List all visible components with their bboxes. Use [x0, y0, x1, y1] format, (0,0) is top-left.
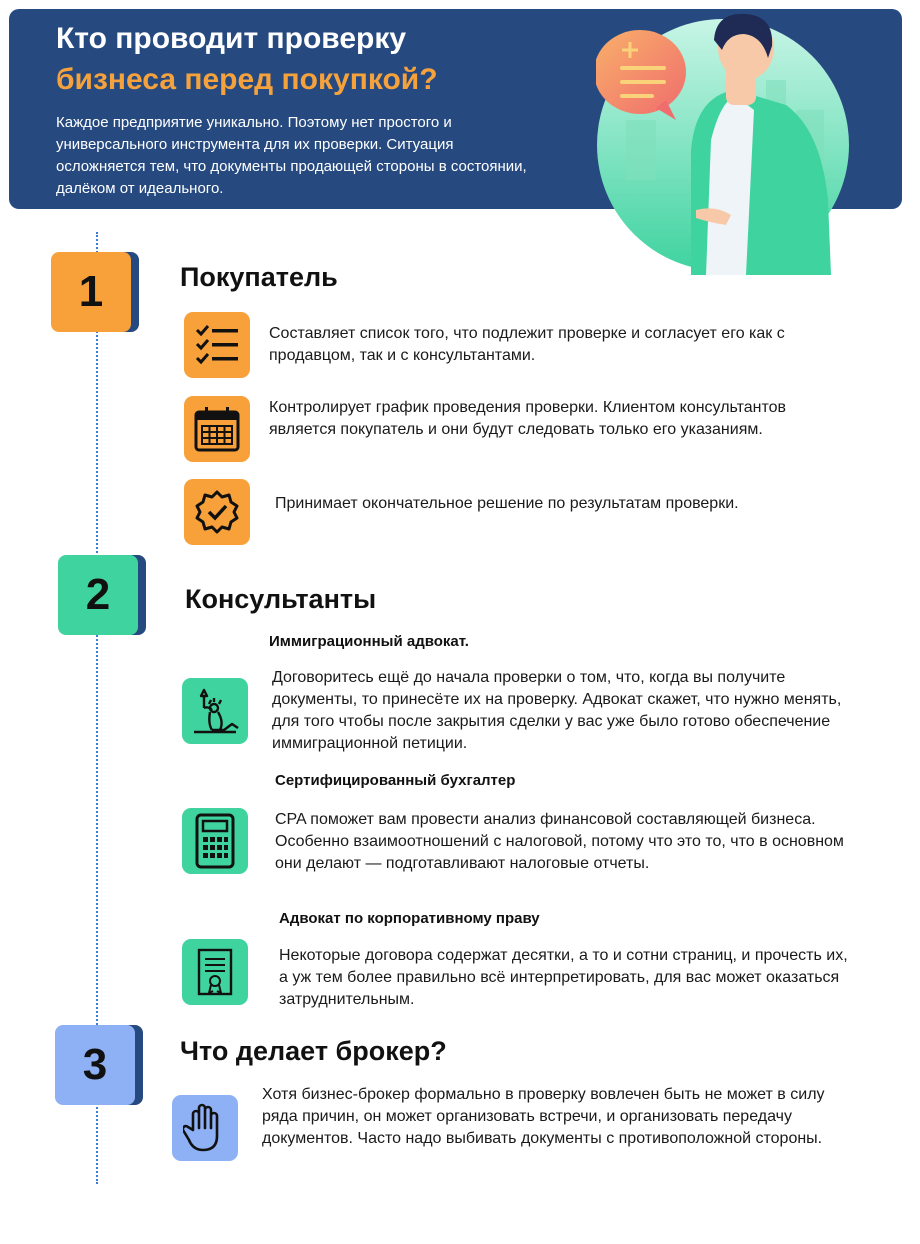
page-title-line2: бизнеса перед покупкой?: [56, 63, 438, 96]
step-2-title: Консультанты: [185, 584, 377, 614]
step-1-badge: 1: [51, 252, 137, 332]
calculator-icon: [182, 808, 248, 874]
statue-of-liberty-icon: [182, 678, 248, 744]
certificate-document-icon: [182, 939, 248, 1005]
step-2-item-3-text: Некоторые договора содержат десятки, а то и сотни страниц, и прочесть их, а уж тем более правильно всё интерпретировать, для вас может оказаться затруднительным.: [279, 947, 848, 1008]
step-1-item-2-text: Контролирует график проведения проверки. Клиентом консультантов является покупатель и они будут следовать только его указаниям.: [269, 399, 787, 438]
step-1-item-1-text: Составляет список того, что подлежит проверке и согласует его как с продавцом, так и с консультантами.: [269, 325, 785, 364]
step-1-title: Покупатель: [180, 262, 338, 292]
step-1-item-3-text: Принимает окончательное решение по результатам проверки.: [275, 495, 739, 512]
verified-badge-icon: [184, 479, 250, 545]
hand-icon: [172, 1095, 238, 1161]
checklist-icon: [184, 312, 250, 378]
header-description: Каждое предприятие уникально. Поэтому нет простого и универсального инструмента для их проверки. Ситуация осложняется тем, что документы продающей стороны в состоянии, далёком от идеального.: [56, 114, 527, 197]
calendar-icon: [184, 396, 250, 462]
page-title-line1: Кто проводит проверку: [56, 22, 407, 55]
step-2-badge: 2: [58, 555, 144, 635]
step-2-item-2-subtitle: Сертифицированный бухгалтер: [275, 772, 516, 789]
step-3-item-1-text: Хотя бизнес-брокер формально в проверку вовлечен быть не может в силу ряда причин, он может организовать встречи, и организовать передачу документов. Часто надо выбивать документы с противоположной стороны.: [262, 1086, 825, 1147]
step-2-item-3-subtitle: Адвокат по корпоративному праву: [279, 910, 540, 927]
step-2-item-1-subtitle: Иммиграционный адвокат.: [269, 633, 469, 650]
step-3-badge: 3: [55, 1025, 141, 1105]
step-3-title: Что делает брокер?: [180, 1036, 447, 1066]
step-2-item-2-text: CPA поможет вам провести анализ финансовой составляющей бизнеса. Особенно взаимоотношений с налоговой, потому что это то, что в основном они делают — подготавливают налоговые отчеты.: [275, 811, 844, 872]
consultant-illustration: [596, 0, 856, 275]
step-2-item-1-text: Договоритесь ещё до начала проверки о том, что, когда вы получите документы, то принесёте их на проверку. Адвокат скажет, что нужно менять, для того чтобы после закрытия сделки у вас уже было готово обеспечение иммиграционной петиции.: [272, 669, 842, 752]
